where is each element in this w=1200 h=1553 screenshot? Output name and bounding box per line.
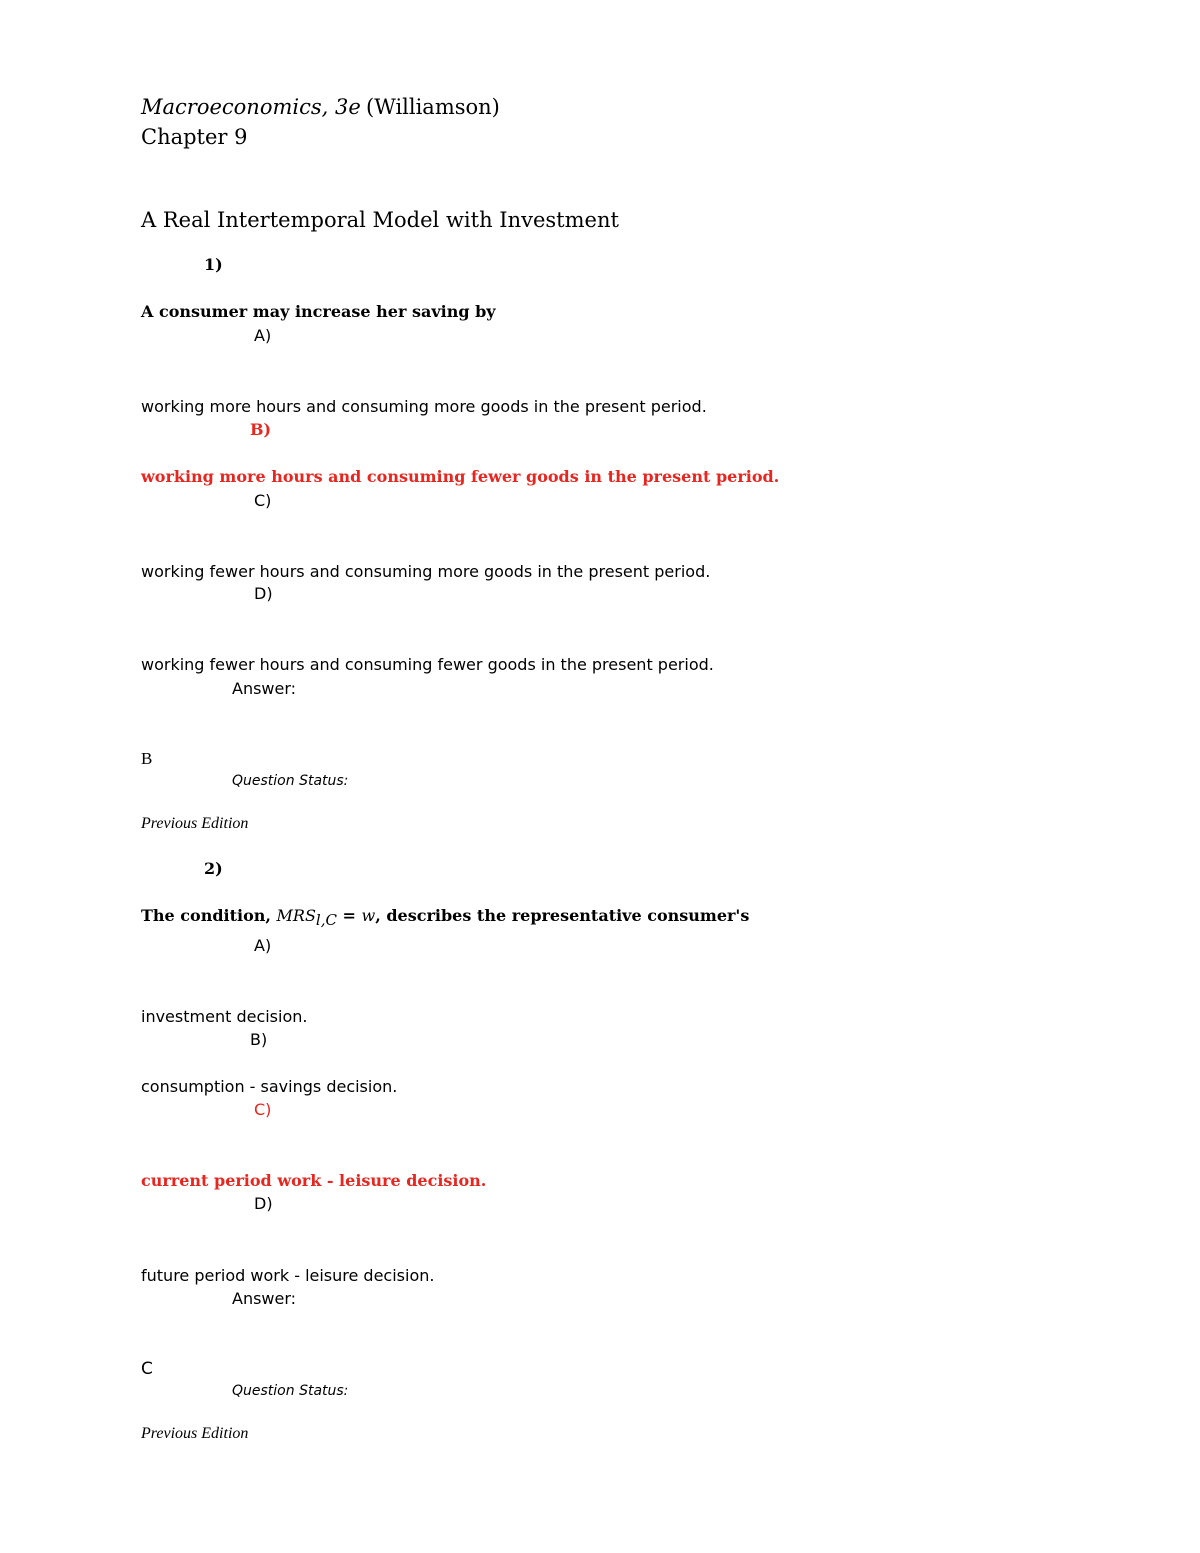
formula [276,906,376,929]
status-label: Question Status: [232,1383,349,1399]
chapter-heading: Chapter 9 [141,125,248,149]
answer-value: B [141,749,153,768]
question-prompt [141,906,749,929]
option-text-a: investment decision. [141,1007,308,1026]
status-label: Question Status: [232,773,349,789]
answer-value: C [141,1359,153,1379]
option-letter-c: C) [254,1100,272,1119]
option-letter-d: D) [254,1194,273,1213]
formula-base: MRS [276,906,316,925]
prompt-before: The condition, [141,906,271,925]
option-text-c: working fewer hours and consuming more goods in the present period. [141,562,711,581]
option-text-c: current period work - leisure decision. [141,1171,487,1190]
option-text-d: future period work - leisure decision. [141,1266,435,1285]
answer-label: Answer: [232,679,297,698]
author-name: (Williamson) [366,95,500,119]
status-value: Previous Edition [141,1425,249,1442]
option-letter-a: A) [254,936,272,955]
formula-subscript: l,C [315,911,337,929]
option-letter-b: B) [250,420,272,439]
question-number: 2) [204,859,223,878]
option-letter-c: C) [254,491,272,510]
option-text-a: working more hours and consuming more goods in the present period. [141,397,707,416]
formula-equals: = [336,906,362,925]
section-title: A Real Intertemporal Model with Investment [141,208,619,232]
option-letter-d: D) [254,584,273,603]
formula-rhs: w [361,906,376,925]
document-title [141,95,500,120]
option-letter-a: A) [254,326,272,345]
option-text-b: working more hours and consuming fewer goods in the present period. [141,467,780,486]
question-number: 1) [204,255,223,274]
option-text-b: consumption - savings decision. [141,1077,398,1096]
question-prompt: A consumer may increase her saving by [141,302,496,321]
answer-label: Answer: [232,1289,297,1308]
status-value: Previous Edition [141,815,249,832]
book-title: Macroeconomics, 3e [141,95,361,119]
option-letter-b: B) [250,1030,268,1049]
option-text-d: working fewer hours and consuming fewer goods in the present period. [141,655,714,674]
prompt-after: , describes the representative consumer's [375,906,750,925]
